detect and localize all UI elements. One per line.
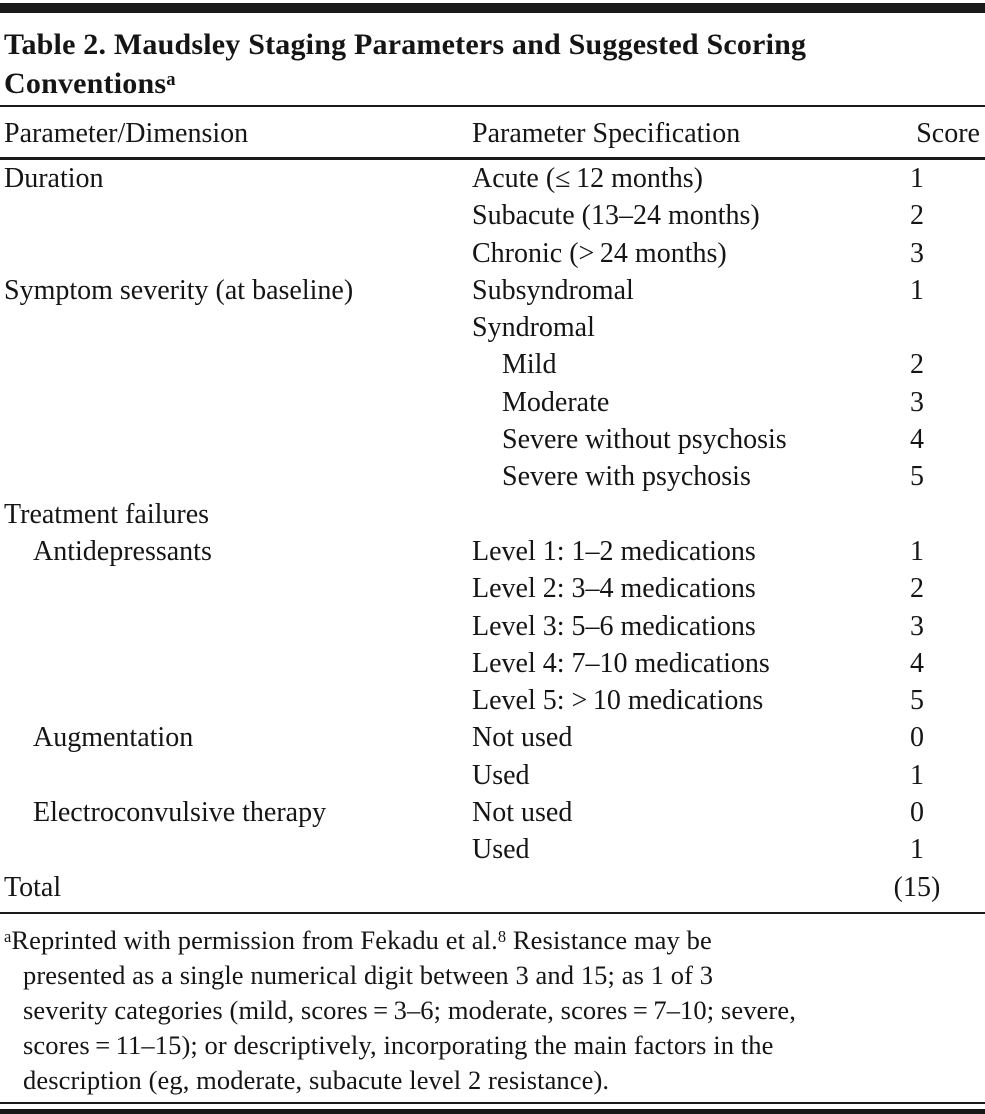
table-footnote [4,914,982,1098]
parameter-specification-cell: Level 5: > 10 medications [472,685,764,717]
table-row [4,831,982,868]
table-row [4,794,982,831]
score-cell: 0 [910,722,924,754]
score-cell [852,309,982,346]
footnote-line: presented as a single numerical digit between 3 and 15; as 1 of 3 [23,959,714,990]
table-title-line1: Table 2. Maudsley Staging Parameters and Suggested Scoring [4,28,807,61]
parameter-specification-cell: Level 3: 5–6 medications [472,610,756,642]
parameter-dimension-cell [4,757,472,794]
score-cell: 2 [910,349,924,381]
table-title-footnote-marker: a [166,68,176,90]
parameter-specification-cell: Syndromal [472,312,595,344]
parameter-dimension-cell: Symptom severity (at baseline) [4,274,354,306]
table-title [4,13,982,105]
table-row [4,645,982,682]
score-cell: 0 [910,797,924,829]
footnote-line [4,923,982,958]
score-cell: 1 [910,759,924,791]
column-header-score: Score [916,118,980,149]
parameter-specification-cell: Used [472,834,530,866]
table-row [4,160,982,197]
table-row [4,235,982,272]
parameter-dimension-cell [4,570,472,607]
parameter-dimension-cell [4,421,472,458]
table-body [4,160,982,906]
table-row [4,421,982,458]
rule-below-footnote [0,1102,985,1104]
score-cell: 3 [910,386,924,418]
parameter-dimension-cell: Treatment failures [4,498,210,530]
parameter-dimension-cell: Total [4,871,62,903]
table-row [4,757,982,794]
parameter-specification-cell: Severe with psychosis [502,461,751,493]
table-row [4,309,982,346]
footnote-line: scores = 11–15); or descriptively, incorporating the main factors in the [23,1029,774,1060]
parameter-specification-cell: Not used [472,722,573,754]
parameter-specification-cell: Used [472,759,530,791]
footnote-text: Reprinted with permission from Fekadu et al. [11,924,498,955]
score-cell: 3 [910,237,924,269]
score-cell: 1 [910,834,924,866]
table-row [4,458,982,495]
parameter-dimension-cell [4,608,472,645]
parameter-dimension-cell [4,346,472,383]
parameter-specification-cell: Subsyndromal [472,274,634,306]
parameter-dimension-cell [4,831,472,868]
parameter-dimension-cell [4,645,472,682]
parameter-specification-cell: Moderate [502,386,610,418]
footnote-marker: a [4,926,12,946]
parameter-dimension-cell: Duration [4,163,104,194]
footnote-text: Resistance may be [506,924,712,955]
parameter-specification-cell: Level 2: 3–4 medications [472,573,756,605]
parameter-dimension-cell [4,197,472,234]
score-cell: 4 [910,424,924,456]
column-header-row [4,107,982,157]
parameter-specification-cell: Not used [472,797,573,829]
parameter-dimension-cell [4,309,472,346]
parameter-dimension-cell [4,235,472,272]
table-row [4,682,982,719]
parameter-dimension-cell: Antidepressants [33,535,212,567]
table-row [4,346,982,383]
parameter-dimension-cell [4,682,472,719]
score-cell: 1 [910,163,924,194]
footnote-line: description (eg, moderate, subacute level 2 resistance). [23,1064,610,1095]
parameter-specification-cell: Mild [502,349,557,381]
table-row [4,533,982,570]
parameter-specification-cell [472,496,852,533]
footnote-reference-number: 8 [497,926,507,946]
score-cell: 2 [910,573,924,605]
table-row [4,608,982,645]
table-row [4,496,982,533]
parameter-specification-cell: Severe without psychosis [502,424,787,456]
table-title-line2: Conventions [4,67,167,100]
parameter-dimension-cell: Electroconvulsive therapy [33,797,327,829]
parameter-specification-cell: Subacute (13–24 months) [472,200,760,232]
table-row [4,570,982,607]
parameter-specification-cell: Level 4: 7–10 medications [472,647,770,679]
score-cell [852,496,982,533]
column-header-parameter-specification: Parameter Specification [472,118,741,149]
parameter-dimension-cell [4,458,472,495]
score-cell: (15) [893,871,941,903]
footnote-line: severity categories (mild, scores = 3–6; moderate, scores = 7–10; severe, [23,994,796,1025]
table-row [4,869,982,906]
table-row [4,197,982,234]
parameter-specification-cell: Acute (≤ 12 months) [472,163,703,194]
table-row [4,272,982,309]
score-cell: 1 [910,274,924,306]
parameter-specification-cell: Chronic (> 24 months) [472,237,727,269]
table-row [4,384,982,421]
score-cell: 3 [910,610,924,642]
bottom-thick-rule [0,1109,985,1114]
score-cell: 5 [910,685,924,717]
score-cell: 5 [910,461,924,493]
table-row [4,719,982,756]
score-cell: 1 [910,535,924,567]
parameter-dimension-cell: Augmentation [33,722,194,754]
top-thick-rule [0,3,985,13]
parameter-specification-cell: Level 1: 1–2 medications [472,535,756,567]
score-cell: 2 [910,200,924,232]
parameter-specification-cell [472,869,852,906]
parameter-dimension-cell [4,384,472,421]
score-cell: 4 [910,647,924,679]
column-header-parameter-dimension: Parameter/Dimension [4,118,249,149]
